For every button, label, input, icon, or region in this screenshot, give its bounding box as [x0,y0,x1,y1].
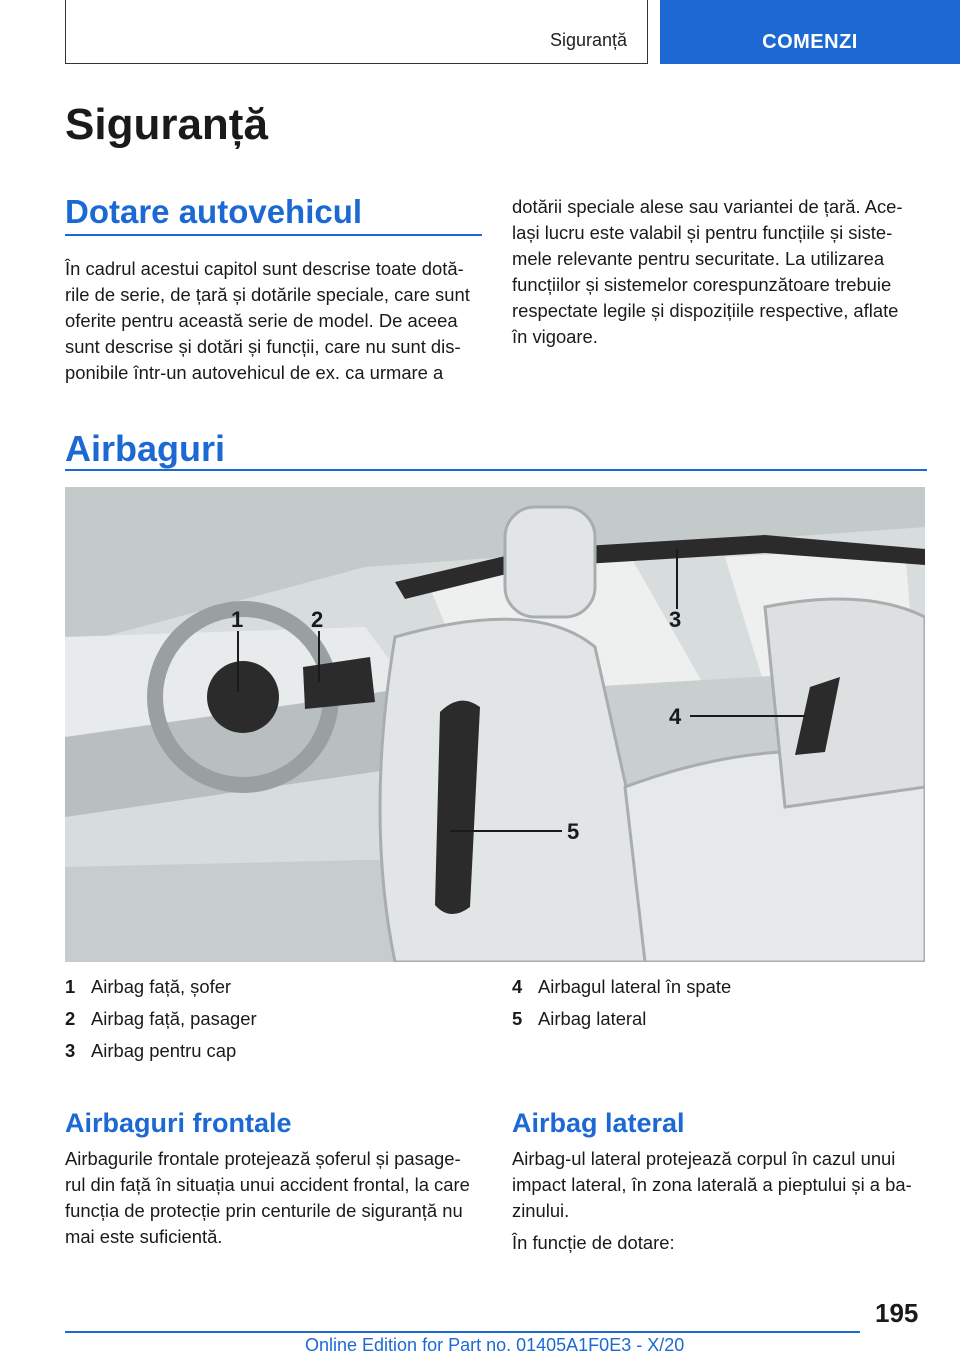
airbag-zone-driver-front [207,661,279,733]
rear-seat-backrest [765,599,925,807]
lateral-heading: Airbag lateral [512,1108,685,1138]
text-line: În cadrul acestui capitol sunt descrise toate dotă- [65,258,464,279]
legend-item [512,971,731,1003]
text-line: ponibile într-un autovehicul de ex. ca urmare a [65,362,444,383]
front-headrest [505,507,595,617]
text-line: dotării speciale alese sau variantei de țară. Ace- [512,196,903,217]
page-number: 195 [875,1298,919,1328]
legend-item [65,971,257,1003]
legend-number: 3 [65,1040,76,1061]
dotare-right-column [512,194,932,350]
text-line: mele relevante pentru securitate. La utilizarea [512,248,885,269]
legend-number: 2 [65,1008,76,1029]
legend-label: Airbag pentru cap [91,1040,237,1061]
text-line: mai este suficientă. [65,1226,223,1247]
callout-label: 5 [567,819,580,844]
header-section-tab [65,0,648,64]
lateral-note: În funcție de dotare: [512,1232,675,1253]
dotare-heading: Dotare autovehicul [65,193,363,230]
footer-rule [65,1331,860,1333]
text-line: zinului. [512,1200,570,1221]
car-interior-illustration [65,487,925,962]
lateral-paragraph [512,1146,932,1224]
text-line: în vigoare. [512,326,598,347]
airbaguri-heading-rule [65,469,927,471]
legend-label: Airbag față, șofer [91,976,232,997]
dotare-left-column [65,256,485,386]
callout-label: 2 [311,607,324,632]
text-line: oferite pentru această serie de model. De aceea [65,310,458,331]
legend-number: 4 [512,976,523,997]
callout-label: 3 [669,607,682,632]
dotare-heading-rule [65,234,482,236]
figure-legend-left [65,971,257,1067]
car-interior-airbag-figure [65,487,925,962]
text-line: rile de serie, de țară și dotările speciale, care sunt [65,284,470,305]
legend-label: Airbag față, pasager [91,1008,257,1029]
text-line: Airbag-ul lateral protejează corpul în cazul unui [512,1148,896,1169]
text-line: rul din față în situația unui accident frontal, la care [65,1174,470,1195]
legend-item [65,1035,257,1067]
legend-number: 5 [512,1008,523,1029]
legend-number: 1 [65,976,76,997]
text-line: impact lateral, în zona laterală a pieptului și a ba- [512,1174,912,1195]
text-line: funcțiilor și sistemelor corespunzătoare trebuie [512,274,892,295]
footer-edition-text: Online Edition for Part no. 01405A1F0E3 - X/20 [305,1335,685,1355]
text-line: lași lucru este valabil și pentru funcțiile și siste- [512,222,893,243]
header-section-title: Siguranță [549,30,627,50]
airbaguri-heading: Airbaguri [65,428,226,469]
header-chapter-tab[interactable] [660,0,960,64]
legend-label: Airbagul lateral în spate [538,976,732,997]
legend-label: Airbag lateral [538,1008,647,1029]
text-line: respectate legile și dispozițiile respective, aflate [512,300,899,321]
page-title: Siguranță [65,100,268,149]
frontale-heading: Airbaguri frontale [65,1108,292,1138]
header-chapter-label: COMENZI [762,31,858,53]
callout-label: 1 [231,607,244,632]
callout-label: 4 [669,704,682,729]
frontale-paragraph [65,1146,485,1250]
figure-legend-right [512,971,731,1035]
legend-item [65,1003,257,1035]
text-line: funcția de protecție prin centurile de siguranță nu [65,1200,463,1221]
legend-item [512,1003,731,1035]
text-line: Airbagurile frontale protejează șoferul și pasage- [65,1148,461,1169]
text-line: sunt descrise și dotări și funcții, care nu sunt dis- [65,336,461,357]
